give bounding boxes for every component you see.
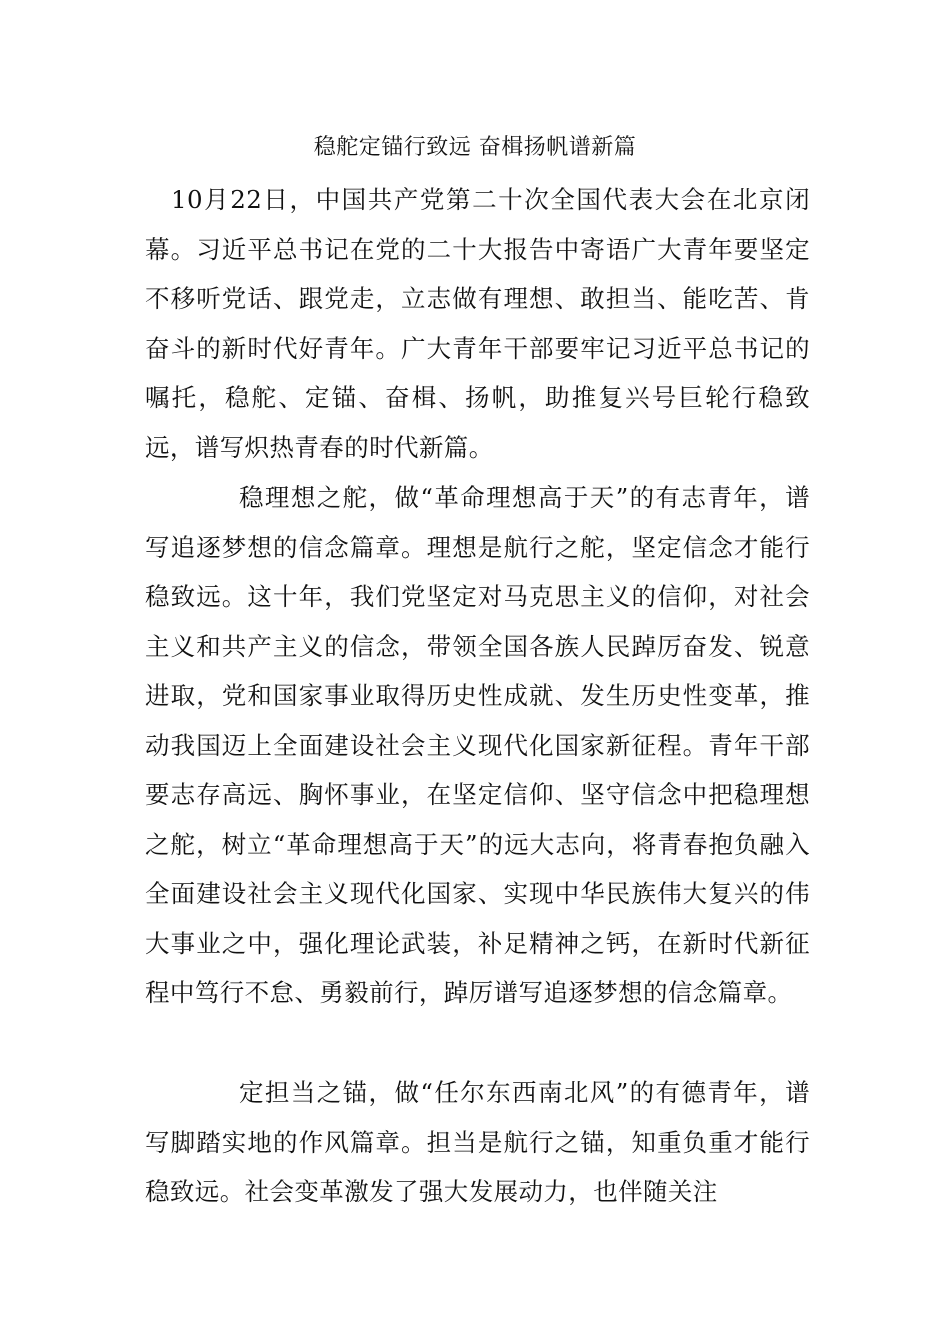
document-title: 稳舵定锚行致远 奋楫扬帆谱新篇	[313, 135, 637, 160]
paragraph-1-text: 10月22日，中国共产党第二十次全国代表大会在北京闭幕。习近平总书记在党的二十大报告中寄语广大青年要坚定不移听党话、跟党走，立志做有理想、敢担当、能吃苦、肯奋斗的新时代好青年。广大青年干部要牢记习近平总书记的嘱托，稳舵、定锚、奋楫、扬帆，助推复兴号巨轮行稳致远，谱写炽热青春的时代新篇。	[145, 185, 810, 462]
paragraph-3	[145, 1068, 810, 1217]
paragraph-3-text: 定担当之锚，做“任尔东西南北风”的有德青年，谱写脚踏实地的作风篇章。担当是航行之锚，知重负重才能行稳致远。社会变革激发了强大发展动力，也伴随关注	[145, 1078, 810, 1206]
paragraph-2-text: 稳理想之舵，做“革命理想高于天”的有志青年，谱写追逐梦想的信念篇章。理想是航行之舵，坚定信念才能行稳致远。这十年，我们党坚定对马克思主义的信仰，对社会主义和共产主义的信念，带领全国各族人民踔厉奋发、锐意进取，党和国家事业取得历史性成就、发生历史性变革，推动我国迈上全面建设社会主义现代化国家新征程。青年干部要志存高远、胸怀事业，在坚定信仰、坚守信念中把稳理想之舵，树立“革命理想高于天”的远大志向，将青春抱负融入全面建设社会主义现代化国家、实现中华民族伟大复兴的伟大事业之中，强化理论武装，补足精神之钙，在新时代新征程中笃行不怠、勇毅前行，踔厉谱写追逐梦想的信念篇章。	[145, 483, 810, 1007]
paragraph-2	[145, 473, 810, 1018]
paragraph-1	[145, 175, 810, 472]
